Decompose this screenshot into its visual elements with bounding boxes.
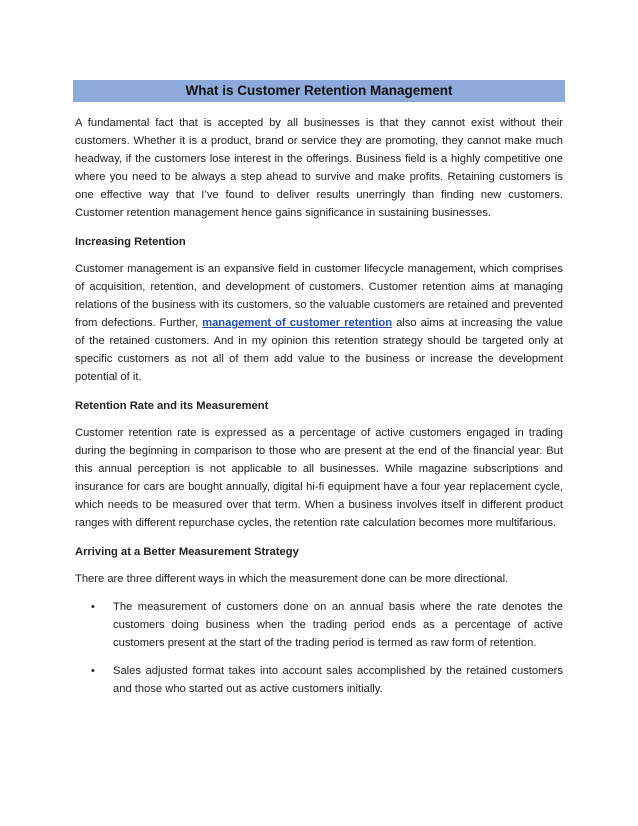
list-item bbox=[75, 662, 563, 698]
section-heading-increasing-retention: Increasing Retention bbox=[75, 236, 186, 248]
document-page bbox=[75, 80, 563, 708]
bullet-icon: • bbox=[91, 665, 95, 677]
retention-rate-paragraph: Customer retention rate is expressed as a percentage of active customers engaged in trading during the beginning in comparison to those who are present at the end of the financial year. But this annual perception is not applicable to all businesses. While magazine subscriptions and insurance for cars are bought annually, digital hi-fi equipment have a four year replacement cycle, which needs to be measured over that term. When a business involves itself in different product ranges with different repurchase cycles, the retention rate calculation becomes more multifarious. bbox=[75, 427, 563, 529]
increasing-retention-paragraph bbox=[75, 260, 563, 386]
bullet-icon: • bbox=[91, 601, 95, 613]
section-heading-retention-rate: Retention Rate and its Measurement bbox=[75, 400, 269, 412]
page-title: What is Customer Retention Management bbox=[73, 80, 565, 102]
paragraph-text: Customer management is an expansive field in customer lifecycle management, which comprises of acquisition, retention, and development of customers. Customer retention aims at managing relations of the business with its customers, so the valuable customers are retained and prevented from defections. Further, bbox=[75, 263, 563, 329]
management-of-customer-retention-link[interactable]: management of customer retention bbox=[202, 317, 393, 329]
measurement-strategy-paragraph: There are three different ways in which the measurement done can be more directional. bbox=[75, 573, 509, 585]
section-heading-measurement-strategy: Arriving at a Better Measurement Strategy bbox=[75, 546, 299, 558]
list-item-text: The measurement of customers done on an annual basis where the rate denotes the customers doing business when the trading period ends as a percentage of active customers present at the start of the trading period is termed as raw form of retention. bbox=[113, 601, 563, 649]
list-item bbox=[75, 598, 563, 652]
bullet-list bbox=[75, 598, 563, 698]
list-item-text: Sales adjusted format takes into account sales accomplished by the retained customers and those who started out as active customers initially. bbox=[113, 665, 563, 695]
intro-paragraph: A fundamental fact that is accepted by all businesses is that they cannot exist without their customers. Whether it is a product, brand or service they are promoting, they cannot make much headway, if the customers lose interest in the offerings. Business field is a highly competitive one where you need to be always a step ahead to survive and make profits. Retaining customers is one effective way that I’ve found to deliver results unerringly than finding new customers. Customer retention management hence gains significance in sustaining businesses. bbox=[75, 117, 563, 219]
paragraph-text: also aims at increasing the value of the retained customers. And in my opinion this retention strategy should be targeted only at specific customers as not all of them add value to the business or increase the development potential of it. bbox=[75, 317, 563, 383]
